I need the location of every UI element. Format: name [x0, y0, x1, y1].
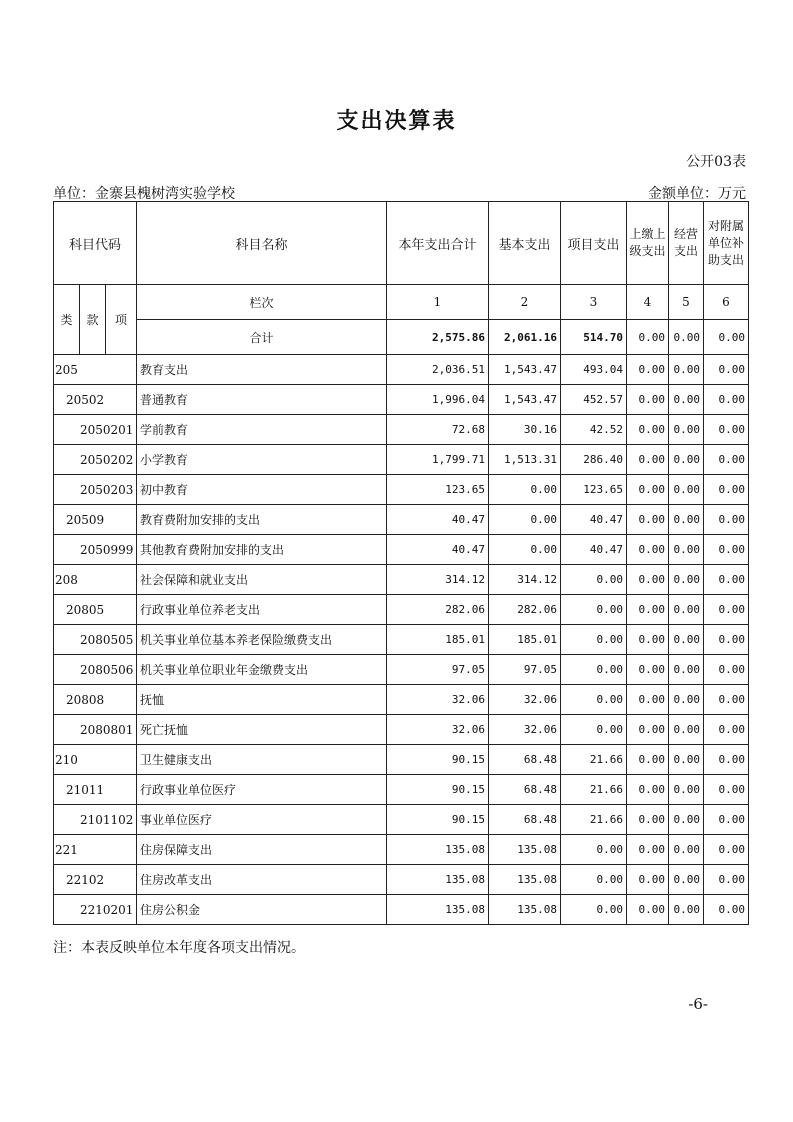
- subject-name: 住房公积金: [137, 895, 387, 925]
- amount-cell: 0.00: [561, 895, 627, 925]
- subject-code: 2080801: [54, 715, 137, 745]
- amount-cell: 0.00: [669, 745, 704, 775]
- amount-cell: 0.00: [561, 835, 627, 865]
- amount-cell: 0.00: [489, 535, 561, 565]
- amount-cell: 0.00: [627, 475, 669, 505]
- amount-cell: 0.00: [704, 505, 749, 535]
- amount-cell: 0.00: [561, 595, 627, 625]
- table-row: [54, 445, 749, 475]
- amount-cell: 314.12: [387, 565, 489, 595]
- amount-cell: 32.06: [489, 715, 561, 745]
- subject-name: 住房改革支出: [137, 865, 387, 895]
- amount-cell: 493.04: [561, 355, 627, 385]
- amount-cell: 0.00: [704, 355, 749, 385]
- subject-code: 22102: [54, 865, 137, 895]
- table-row: [54, 415, 749, 445]
- amount-cell: 0.00: [704, 415, 749, 445]
- unit-label: 单位：金寨县槐树湾实验学校: [53, 186, 235, 202]
- subject-name: 住房保障支出: [137, 835, 387, 865]
- amount-cell: 0.00: [669, 895, 704, 925]
- amount-cell: 21.66: [561, 805, 627, 835]
- header-lei: 类: [54, 285, 80, 355]
- amount-cell: 0.00: [627, 655, 669, 685]
- table-row: [54, 655, 749, 685]
- table-row: [54, 355, 749, 385]
- amount-cell: 21.66: [561, 775, 627, 805]
- amount-cell: 0.00: [669, 595, 704, 625]
- amount-cell: 40.47: [387, 505, 489, 535]
- table-row: [54, 715, 749, 745]
- amount-cell: 72.68: [387, 415, 489, 445]
- header-total: 本年支出合计: [387, 202, 489, 285]
- amount-cell: 0.00: [704, 655, 749, 685]
- header-code: 科目代码: [54, 202, 137, 285]
- amount-cell: 68.48: [489, 805, 561, 835]
- amount-cell: 40.47: [561, 535, 627, 565]
- subject-name: 机关事业单位职业年金缴费支出: [137, 655, 387, 685]
- amount-cell: 0.00: [704, 895, 749, 925]
- amount-cell: 0.00: [627, 355, 669, 385]
- subject-code: 221: [54, 835, 137, 865]
- table-row: [54, 865, 749, 895]
- amount-cell: 0.00: [669, 715, 704, 745]
- amount-cell: 0.00: [704, 745, 749, 775]
- page-number: -6-: [688, 995, 708, 1013]
- expenditure-table: [53, 201, 749, 925]
- amount-cell: 135.08: [387, 895, 489, 925]
- total-cell: 2,061.16: [489, 320, 561, 355]
- amount-cell: 0.00: [704, 835, 749, 865]
- header-business: 经营支出: [669, 202, 704, 285]
- table-row: [54, 565, 749, 595]
- amount-cell: 0.00: [627, 535, 669, 565]
- amount-cell: 42.52: [561, 415, 627, 445]
- subject-code: 2101102: [54, 805, 137, 835]
- subject-name: 事业单位医疗: [137, 805, 387, 835]
- column-number-row: [54, 285, 749, 320]
- amount-cell: 0.00: [627, 835, 669, 865]
- table-row: [54, 625, 749, 655]
- amount-cell: 0.00: [627, 895, 669, 925]
- amount-cell: 282.06: [387, 595, 489, 625]
- amount-cell: 0.00: [561, 565, 627, 595]
- amount-cell: 286.40: [561, 445, 627, 475]
- total-cell: 0.00: [669, 320, 704, 355]
- amount-cell: 314.12: [489, 565, 561, 595]
- amount-cell: 0.00: [704, 595, 749, 625]
- amount-cell: 2,036.51: [387, 355, 489, 385]
- amount-cell: 0.00: [627, 745, 669, 775]
- col-num: 5: [669, 285, 704, 320]
- header-project: 项目支出: [561, 202, 627, 285]
- amount-cell: 0.00: [561, 715, 627, 745]
- table-row: [54, 505, 749, 535]
- amount-cell: 123.65: [387, 475, 489, 505]
- col-num: 4: [627, 285, 669, 320]
- amount-cell: 1,513.31: [489, 445, 561, 475]
- amount-cell: 135.08: [387, 835, 489, 865]
- subject-code: 20808: [54, 685, 137, 715]
- amount-cell: 0.00: [669, 835, 704, 865]
- amount-cell: 0.00: [704, 805, 749, 835]
- col-num: 1: [387, 285, 489, 320]
- header-row: [54, 202, 749, 285]
- amount-cell: 0.00: [627, 415, 669, 445]
- amount-cell: 0.00: [627, 715, 669, 745]
- amount-cell: 0.00: [704, 625, 749, 655]
- amount-cell: 0.00: [627, 685, 669, 715]
- amount-cell: 1,543.47: [489, 385, 561, 415]
- subject-code: 2050203: [54, 475, 137, 505]
- subject-name: 普通教育: [137, 385, 387, 415]
- amount-cell: 0.00: [669, 475, 704, 505]
- amount-cell: 1,543.47: [489, 355, 561, 385]
- table-row: [54, 745, 749, 775]
- amount-cell: 135.08: [489, 865, 561, 895]
- total-cell: 0.00: [627, 320, 669, 355]
- amount-cell: 135.08: [387, 865, 489, 895]
- amount-cell: 0.00: [704, 565, 749, 595]
- subject-code: 20509: [54, 505, 137, 535]
- header-name: 科目名称: [137, 202, 387, 285]
- subject-name: 学前教育: [137, 415, 387, 445]
- amount-cell: 0.00: [704, 865, 749, 895]
- subject-name: 行政事业单位医疗: [137, 775, 387, 805]
- total-row: [54, 320, 749, 355]
- amount-cell: 68.48: [489, 745, 561, 775]
- amount-cell: 452.57: [561, 385, 627, 415]
- amount-cell: 0.00: [669, 805, 704, 835]
- amount-cell: 185.01: [489, 625, 561, 655]
- subject-name: 初中教育: [137, 475, 387, 505]
- amount-cell: 40.47: [561, 505, 627, 535]
- amount-cell: 97.05: [489, 655, 561, 685]
- amount-cell: 0.00: [627, 445, 669, 475]
- amount-cell: 0.00: [627, 505, 669, 535]
- total-cell: 2,575.86: [387, 320, 489, 355]
- table-row: [54, 895, 749, 925]
- table-row: [54, 835, 749, 865]
- amount-cell: 135.08: [489, 895, 561, 925]
- amount-cell: 0.00: [669, 445, 704, 475]
- table-row: [54, 775, 749, 805]
- subject-name: 死亡抚恤: [137, 715, 387, 745]
- amount-cell: 0.00: [704, 775, 749, 805]
- subject-code: 20805: [54, 595, 137, 625]
- amount-cell: 68.48: [489, 775, 561, 805]
- amount-cell: 123.65: [561, 475, 627, 505]
- amount-cell: 0.00: [669, 385, 704, 415]
- header-xiang: 项: [106, 285, 137, 355]
- subject-name: 其他教育费附加安排的支出: [137, 535, 387, 565]
- amount-cell: 0.00: [704, 685, 749, 715]
- amount-cell: 0.00: [669, 535, 704, 565]
- header-kuan: 款: [80, 285, 106, 355]
- subject-name: 教育支出: [137, 355, 387, 385]
- amount-cell: 0.00: [489, 505, 561, 535]
- amount-cell: 21.66: [561, 745, 627, 775]
- subject-name: 小学教育: [137, 445, 387, 475]
- subject-code: 2080505: [54, 625, 137, 655]
- table-row: [54, 535, 749, 565]
- amount-cell: 185.01: [387, 625, 489, 655]
- amount-cell: 90.15: [387, 775, 489, 805]
- amount-cell: 0.00: [627, 565, 669, 595]
- amount-cell: 0.00: [669, 865, 704, 895]
- amount-cell: 0.00: [627, 805, 669, 835]
- subject-name: 教育费附加安排的支出: [137, 505, 387, 535]
- form-number: 公开03表: [686, 154, 746, 170]
- amount-cell: 32.06: [387, 685, 489, 715]
- amount-cell: 30.16: [489, 415, 561, 445]
- header-basic: 基本支出: [489, 202, 561, 285]
- table-row: [54, 685, 749, 715]
- amount-unit: 金额单位：万元: [648, 186, 746, 202]
- amount-cell: 0.00: [669, 775, 704, 805]
- total-label: 合计: [137, 320, 387, 355]
- amount-cell: 0.00: [704, 445, 749, 475]
- amount-cell: 0.00: [627, 385, 669, 415]
- subject-code: 2080506: [54, 655, 137, 685]
- total-cell: 514.70: [561, 320, 627, 355]
- amount-cell: 1,996.04: [387, 385, 489, 415]
- amount-cell: 0.00: [561, 655, 627, 685]
- table-row: [54, 475, 749, 505]
- total-cell: 0.00: [704, 320, 749, 355]
- subject-code: 210: [54, 745, 137, 775]
- col-num: 2: [489, 285, 561, 320]
- header-upper: 上缴上级支出: [627, 202, 669, 285]
- page-title: 支出决算表: [336, 109, 457, 134]
- amount-cell: 0.00: [561, 625, 627, 655]
- subject-name: 社会保障和就业支出: [137, 565, 387, 595]
- subject-name: 机关事业单位基本养老保险缴费支出: [137, 625, 387, 655]
- footnote: 注：本表反映单位本年度各项支出情况。: [53, 940, 305, 956]
- amount-cell: 0.00: [669, 505, 704, 535]
- amount-cell: 135.08: [489, 835, 561, 865]
- amount-cell: 0.00: [669, 685, 704, 715]
- subject-code: 20502: [54, 385, 137, 415]
- col-num: 3: [561, 285, 627, 320]
- subject-code: 2050201: [54, 415, 137, 445]
- amount-cell: 97.05: [387, 655, 489, 685]
- subject-name: 抚恤: [137, 685, 387, 715]
- amount-cell: 0.00: [704, 475, 749, 505]
- subject-code: 2050202: [54, 445, 137, 475]
- table-row: [54, 385, 749, 415]
- header-subsidy: 对附属单位补助支出: [704, 202, 749, 285]
- amount-cell: 90.15: [387, 745, 489, 775]
- header-lanci: 栏次: [137, 285, 387, 320]
- subject-name: 行政事业单位养老支出: [137, 595, 387, 625]
- table-row: [54, 805, 749, 835]
- subject-code: 2210201: [54, 895, 137, 925]
- subject-code: 208: [54, 565, 137, 595]
- subject-code: 21011: [54, 775, 137, 805]
- amount-cell: 90.15: [387, 805, 489, 835]
- table-row: [54, 595, 749, 625]
- amount-cell: 40.47: [387, 535, 489, 565]
- amount-cell: 1,799.71: [387, 445, 489, 475]
- amount-cell: 0.00: [704, 715, 749, 745]
- amount-cell: 0.00: [669, 625, 704, 655]
- subject-code: 205: [54, 355, 137, 385]
- amount-cell: 0.00: [704, 535, 749, 565]
- amount-cell: 0.00: [627, 595, 669, 625]
- amount-cell: 0.00: [627, 625, 669, 655]
- amount-cell: 0.00: [704, 385, 749, 415]
- amount-cell: 0.00: [669, 565, 704, 595]
- col-num: 6: [704, 285, 749, 320]
- amount-cell: 32.06: [387, 715, 489, 745]
- amount-cell: 0.00: [669, 415, 704, 445]
- amount-cell: 282.06: [489, 595, 561, 625]
- amount-cell: 0.00: [561, 865, 627, 895]
- amount-cell: 0.00: [627, 865, 669, 895]
- amount-cell: 0.00: [669, 355, 704, 385]
- subject-code: 2050999: [54, 535, 137, 565]
- amount-cell: 0.00: [489, 475, 561, 505]
- amount-cell: 32.06: [489, 685, 561, 715]
- amount-cell: 0.00: [669, 655, 704, 685]
- subject-name: 卫生健康支出: [137, 745, 387, 775]
- amount-cell: 0.00: [627, 775, 669, 805]
- amount-cell: 0.00: [561, 685, 627, 715]
